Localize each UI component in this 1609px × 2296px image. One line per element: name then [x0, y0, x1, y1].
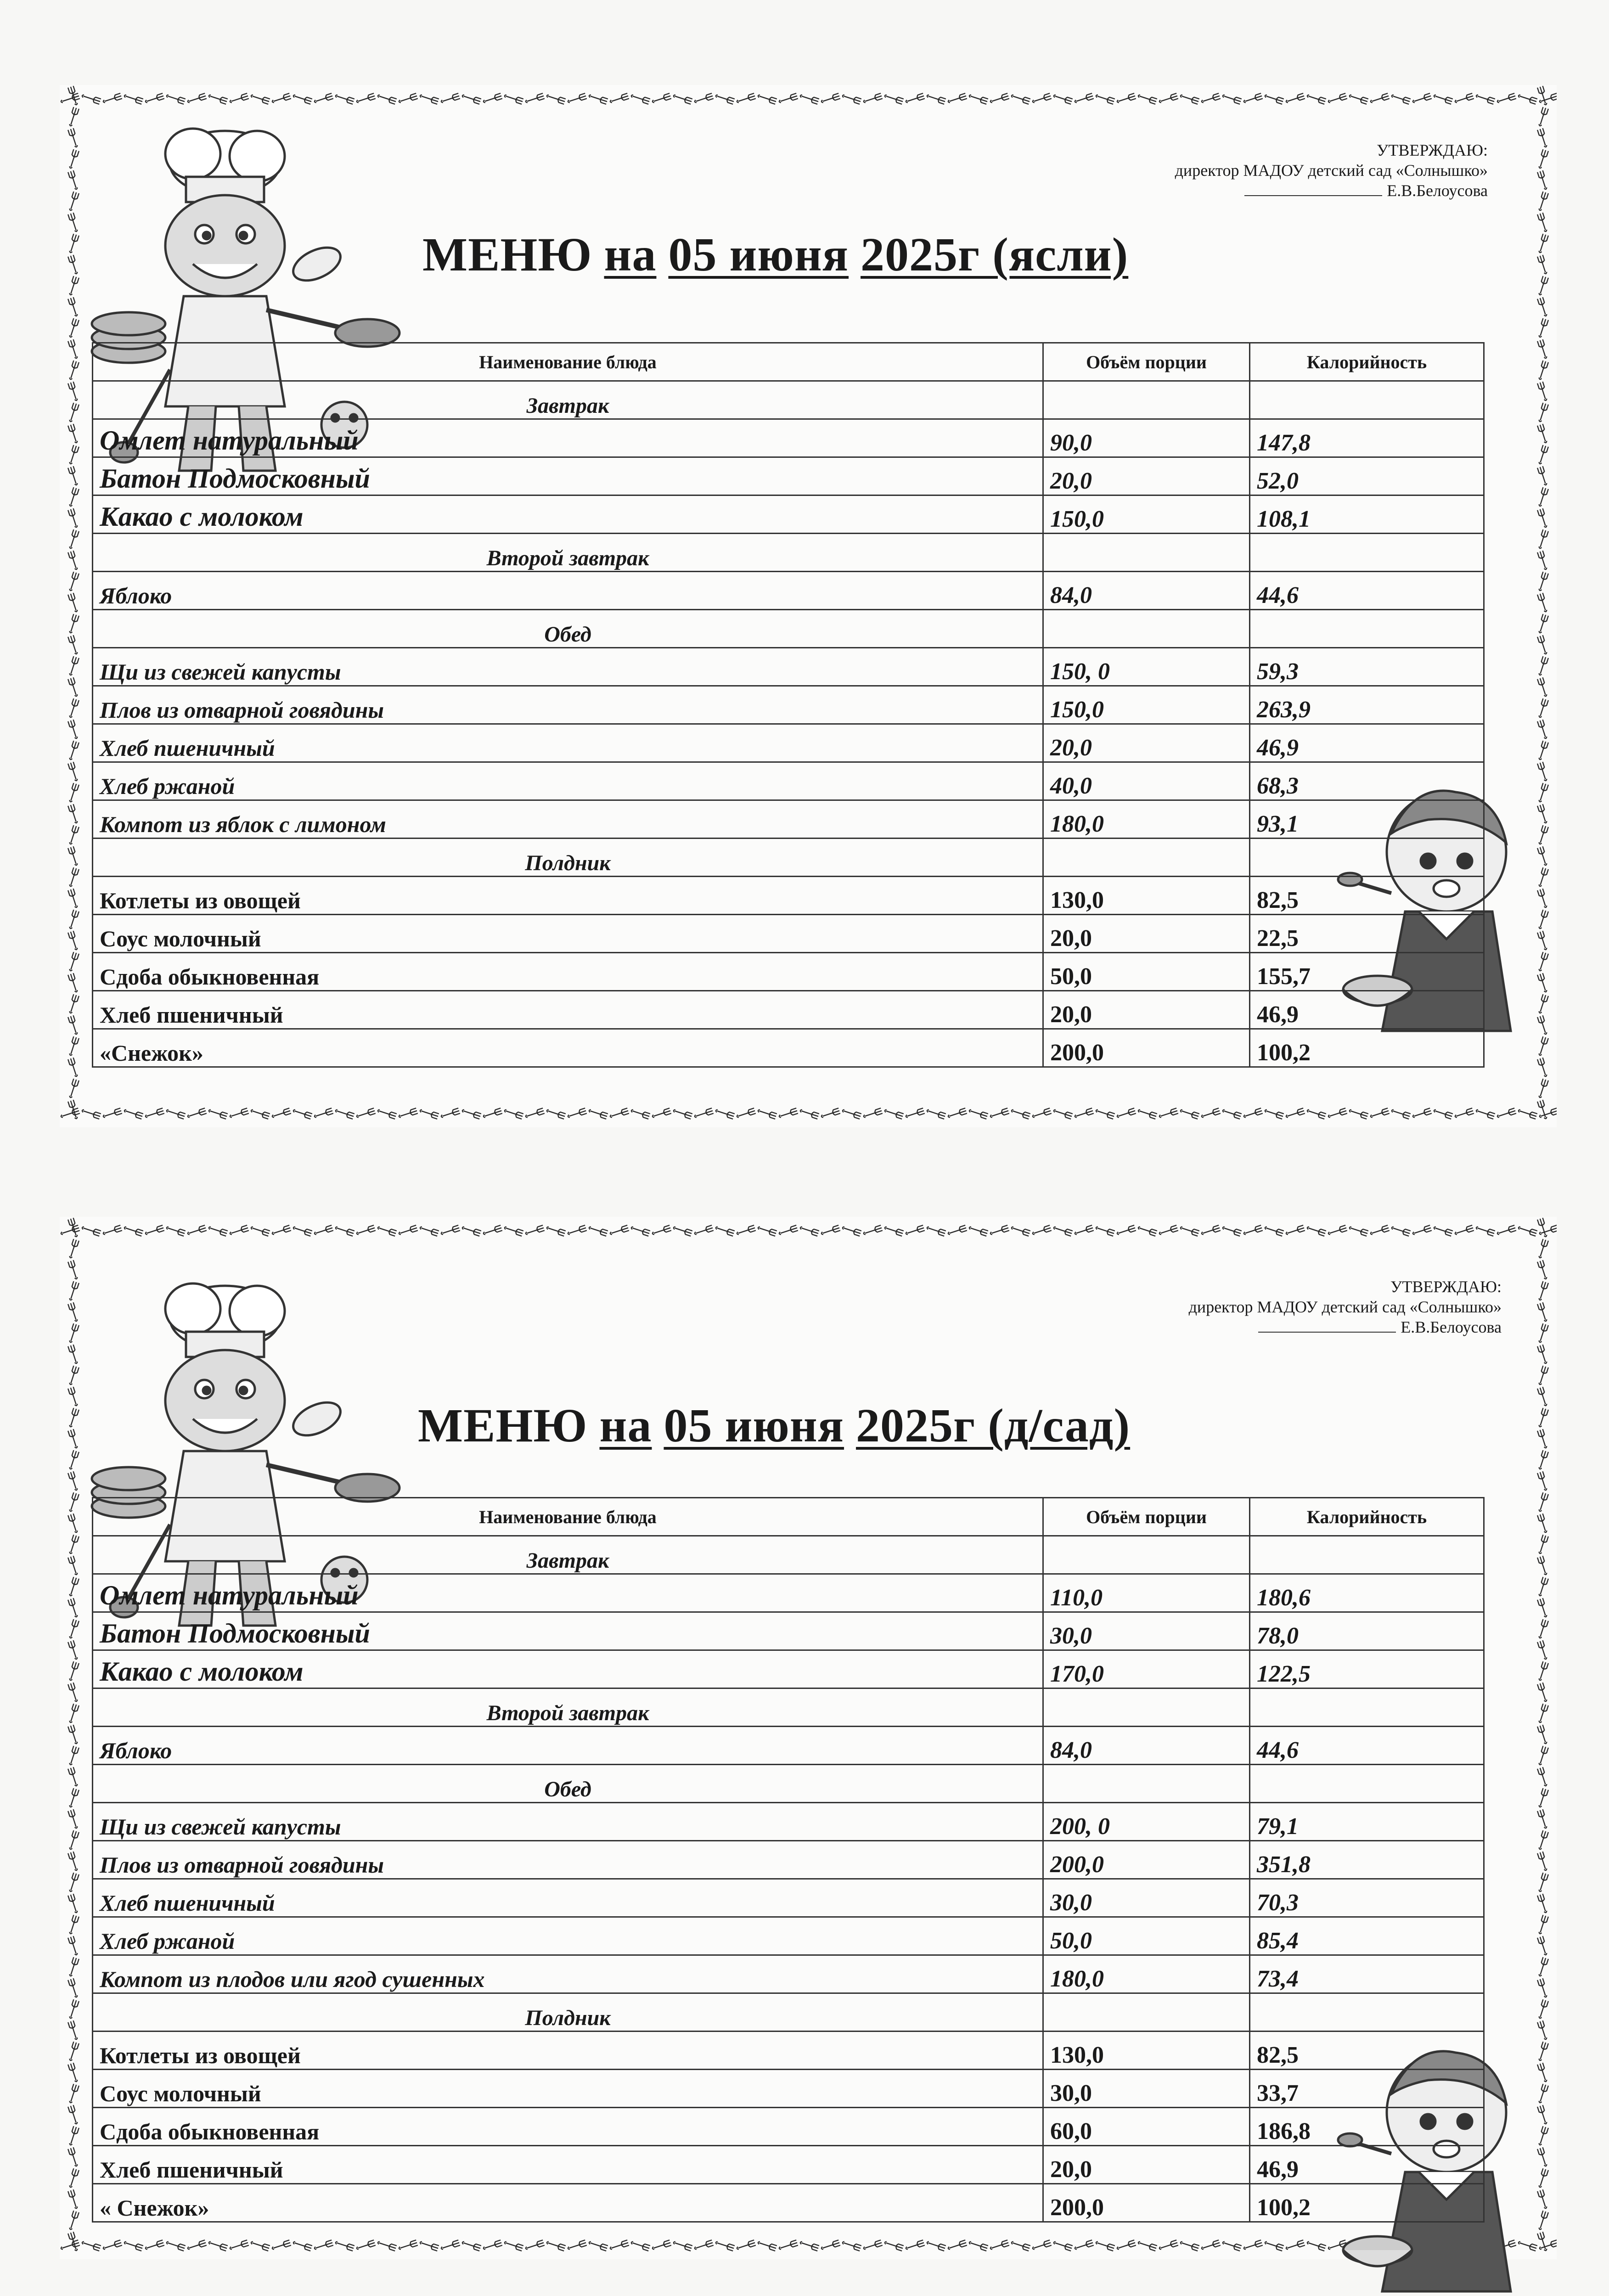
section-title: Полдник: [93, 838, 1043, 877]
calorie-value: 68,3: [1250, 762, 1484, 800]
portion-value: 20,0: [1043, 991, 1250, 1029]
calorie-value: 108,1: [1250, 495, 1484, 534]
dish-name: Хлеб пшеничный: [93, 991, 1043, 1029]
empty-cell: [1250, 610, 1484, 648]
dish-name: Хлеб ржаной: [93, 762, 1043, 800]
menu-table: [92, 342, 1485, 1068]
dish-name: Котлеты из овощей: [93, 877, 1043, 915]
calorie-value: 46,9: [1250, 991, 1484, 1029]
empty-cell: [1043, 1688, 1250, 1727]
section-row: [93, 534, 1484, 572]
table-row: [93, 800, 1484, 838]
dish-name: Хлеб пшеничный: [93, 2146, 1043, 2184]
section-title: Завтрак: [93, 381, 1043, 419]
fork-border-icon: [60, 2232, 1557, 2259]
fork-border-icon: [60, 85, 87, 1127]
approval-heading: УТВЕРЖДАЮ:: [1376, 141, 1488, 159]
table-row: [93, 686, 1484, 724]
section-row: [93, 1536, 1484, 1574]
table-header-row: [93, 1498, 1484, 1536]
calorie-value: 70,3: [1250, 1879, 1484, 1917]
empty-cell: [1043, 381, 1250, 419]
approval-signature: [1258, 1317, 1502, 1337]
portion-value: 60,0: [1043, 2108, 1250, 2146]
menu-sheet-nursery: [60, 85, 1557, 1127]
portion-value: 170,0: [1043, 1650, 1250, 1688]
portion-value: 150, 0: [1043, 648, 1250, 686]
section-title: Обед: [93, 610, 1043, 648]
table-row: [93, 762, 1484, 800]
table-row: [93, 991, 1484, 1029]
header-dish: Наименование блюда: [93, 1498, 1043, 1536]
calorie-value: 73,4: [1250, 1955, 1484, 1993]
table-row: [93, 457, 1484, 495]
section-row: [93, 1765, 1484, 1803]
dish-name: Щи из свежей капусты: [93, 648, 1043, 686]
calorie-value: 263,9: [1250, 686, 1484, 724]
empty-cell: [1250, 381, 1484, 419]
dish-name: « Снежок»: [93, 2184, 1043, 2222]
approval-block: [1175, 140, 1488, 201]
title-prep: на: [604, 228, 657, 281]
title-year: 2025г (д/сад): [856, 1399, 1131, 1452]
table-row: [93, 2146, 1484, 2184]
page-title: [422, 227, 1140, 282]
table-row: [93, 419, 1484, 457]
empty-cell: [1250, 534, 1484, 572]
empty-cell: [1043, 1765, 1250, 1803]
dish-name: Плов из отварной говядины: [93, 686, 1043, 724]
dish-name: Котлеты из овощей: [93, 2032, 1043, 2070]
calorie-value: 351,8: [1250, 1841, 1484, 1879]
table-row: [93, 1029, 1484, 1067]
table-row: [93, 1650, 1484, 1688]
empty-cell: [1250, 1993, 1484, 2032]
dish-name: Компот из плодов или ягод сушенных: [93, 1955, 1043, 1993]
portion-value: 30,0: [1043, 2070, 1250, 2108]
dish-name: Сдоба обыкновенная: [93, 953, 1043, 991]
table-row: [93, 1727, 1484, 1765]
header-calories: Калорийность: [1250, 343, 1484, 381]
portion-value: 30,0: [1043, 1879, 1250, 1917]
dish-name: Батон Подмосковный: [93, 457, 1043, 495]
menu-table: [92, 1497, 1485, 2223]
calorie-value: 33,7: [1250, 2070, 1484, 2108]
table-row: [93, 1612, 1484, 1650]
dish-name: Батон Подмосковный: [93, 1612, 1043, 1650]
empty-cell: [1043, 1993, 1250, 2032]
section-title: Полдник: [93, 1993, 1043, 2032]
dish-name: Какао с молоком: [93, 495, 1043, 534]
section-title: Второй завтрак: [93, 534, 1043, 572]
header-calories: Калорийность: [1250, 1498, 1484, 1536]
dish-name: «Снежок»: [93, 1029, 1043, 1067]
menu-table-body: [93, 1536, 1484, 2222]
title-year: 2025г (ясли): [861, 228, 1129, 281]
table-row: [93, 724, 1484, 762]
header-portion: Объём порции: [1043, 343, 1250, 381]
table-row: [93, 1917, 1484, 1955]
dish-name: Хлеб ржаной: [93, 1917, 1043, 1955]
calorie-value: 186,8: [1250, 2108, 1484, 2146]
portion-value: 130,0: [1043, 2032, 1250, 2070]
section-title: Обед: [93, 1765, 1043, 1803]
header-dish: Наименование блюда: [93, 343, 1043, 381]
section-title: Второй завтрак: [93, 1688, 1043, 1727]
calorie-value: 52,0: [1250, 457, 1484, 495]
approval-position: директор МАДОУ детский сад «Солнышко»: [1188, 1298, 1502, 1316]
table-row: [93, 2184, 1484, 2222]
calorie-value: 93,1: [1250, 800, 1484, 838]
fork-border-icon: [60, 1217, 87, 2259]
dish-name: Омлет натуральный: [93, 419, 1043, 457]
fork-border-icon: [60, 1100, 1557, 1127]
table-row: [93, 2032, 1484, 2070]
portion-value: 110,0: [1043, 1574, 1250, 1612]
section-row: [93, 1688, 1484, 1727]
portion-value: 200,0: [1043, 2184, 1250, 2222]
portion-value: 84,0: [1043, 572, 1250, 610]
portion-value: 50,0: [1043, 1917, 1250, 1955]
calorie-value: 44,6: [1250, 572, 1484, 610]
dish-name: Компот из яблок с лимоном: [93, 800, 1043, 838]
portion-value: 180,0: [1043, 800, 1250, 838]
portion-value: 30,0: [1043, 1612, 1250, 1650]
calorie-value: 155,7: [1250, 953, 1484, 991]
table-row: [93, 1879, 1484, 1917]
title-word: МЕНЮ: [418, 1399, 588, 1452]
approval-name: Е.В.Белоусова: [1387, 181, 1488, 200]
dish-name: Соус молочный: [93, 2070, 1043, 2108]
title-prep: на: [599, 1399, 652, 1452]
empty-cell: [1043, 534, 1250, 572]
dish-name: Хлеб пшеничный: [93, 1879, 1043, 1917]
section-row: [93, 610, 1484, 648]
portion-value: 84,0: [1043, 1727, 1250, 1765]
section-row: [93, 381, 1484, 419]
calorie-value: 100,2: [1250, 1029, 1484, 1067]
title-date: 05 июня: [664, 1399, 844, 1452]
empty-cell: [1250, 1536, 1484, 1574]
calorie-value: 79,1: [1250, 1803, 1484, 1841]
table-row: [93, 1841, 1484, 1879]
portion-value: 50,0: [1043, 953, 1250, 991]
portion-value: 200,0: [1043, 1841, 1250, 1879]
approval-signature: [1244, 180, 1488, 201]
fork-border-icon: [1529, 85, 1557, 1127]
page-title: [418, 1398, 1142, 1453]
approval-heading: УТВЕРЖДАЮ:: [1390, 1277, 1502, 1296]
table-row: [93, 953, 1484, 991]
portion-value: 90,0: [1043, 419, 1250, 457]
empty-cell: [1250, 1688, 1484, 1727]
calorie-value: 82,5: [1250, 877, 1484, 915]
dish-name: Сдоба обыкновенная: [93, 2108, 1043, 2146]
dish-name: Какао с молоком: [93, 1650, 1043, 1688]
empty-cell: [1043, 1536, 1250, 1574]
portion-value: 20,0: [1043, 457, 1250, 495]
portion-value: 20,0: [1043, 2146, 1250, 2184]
empty-cell: [1250, 838, 1484, 877]
table-row: [93, 495, 1484, 534]
title-date: 05 июня: [668, 228, 849, 281]
calorie-value: 82,5: [1250, 2032, 1484, 2070]
fork-border-icon: [1529, 1217, 1557, 2259]
dish-name: Омлет натуральный: [93, 1574, 1043, 1612]
calorie-value: 78,0: [1250, 1612, 1484, 1650]
title-word: МЕНЮ: [422, 228, 592, 281]
calorie-value: 46,9: [1250, 724, 1484, 762]
fork-border-icon: [60, 85, 1557, 113]
approval-position: директор МАДОУ детский сад «Солнышко»: [1175, 161, 1488, 180]
section-row: [93, 1993, 1484, 2032]
dish-name: Соус молочный: [93, 915, 1043, 953]
empty-cell: [1250, 1765, 1484, 1803]
fork-border-icon: [60, 1217, 1557, 1244]
menu-sheet-kindergarten: [60, 1217, 1557, 2259]
table-row: [93, 915, 1484, 953]
dish-name: Щи из свежей капусты: [93, 1803, 1043, 1841]
approval-block: [1189, 1277, 1502, 1337]
table-header-row: [93, 343, 1484, 381]
calorie-value: 46,9: [1250, 2146, 1484, 2184]
dish-name: Хлеб пшеничный: [93, 724, 1043, 762]
section-row: [93, 838, 1484, 877]
table-row: [93, 648, 1484, 686]
portion-value: 20,0: [1043, 724, 1250, 762]
dish-name: Яблоко: [93, 572, 1043, 610]
calorie-value: 44,6: [1250, 1727, 1484, 1765]
portion-value: 130,0: [1043, 877, 1250, 915]
calorie-value: 59,3: [1250, 648, 1484, 686]
table-row: [93, 2108, 1484, 2146]
empty-cell: [1043, 838, 1250, 877]
empty-cell: [1043, 610, 1250, 648]
portion-value: 200,0: [1043, 1029, 1250, 1067]
portion-value: 150,0: [1043, 495, 1250, 534]
portion-value: 150,0: [1043, 686, 1250, 724]
table-row: [93, 1803, 1484, 1841]
header-portion: Объём порции: [1043, 1498, 1250, 1536]
calorie-value: 122,5: [1250, 1650, 1484, 1688]
section-title: Завтрак: [93, 1536, 1043, 1574]
table-row: [93, 1574, 1484, 1612]
table-row: [93, 2070, 1484, 2108]
portion-value: 20,0: [1043, 915, 1250, 953]
portion-value: 200, 0: [1043, 1803, 1250, 1841]
table-row: [93, 877, 1484, 915]
calorie-value: 180,6: [1250, 1574, 1484, 1612]
table-row: [93, 572, 1484, 610]
calorie-value: 85,4: [1250, 1917, 1484, 1955]
table-row: [93, 1955, 1484, 1993]
dish-name: Плов из отварной говядины: [93, 1841, 1043, 1879]
menu-table-body: [93, 381, 1484, 1067]
calorie-value: 100,2: [1250, 2184, 1484, 2222]
portion-value: 40,0: [1043, 762, 1250, 800]
calorie-value: 147,8: [1250, 419, 1484, 457]
approval-name: Е.В.Белоусова: [1401, 1318, 1502, 1336]
portion-value: 180,0: [1043, 1955, 1250, 1993]
calorie-value: 22,5: [1250, 915, 1484, 953]
dish-name: Яблоко: [93, 1727, 1043, 1765]
